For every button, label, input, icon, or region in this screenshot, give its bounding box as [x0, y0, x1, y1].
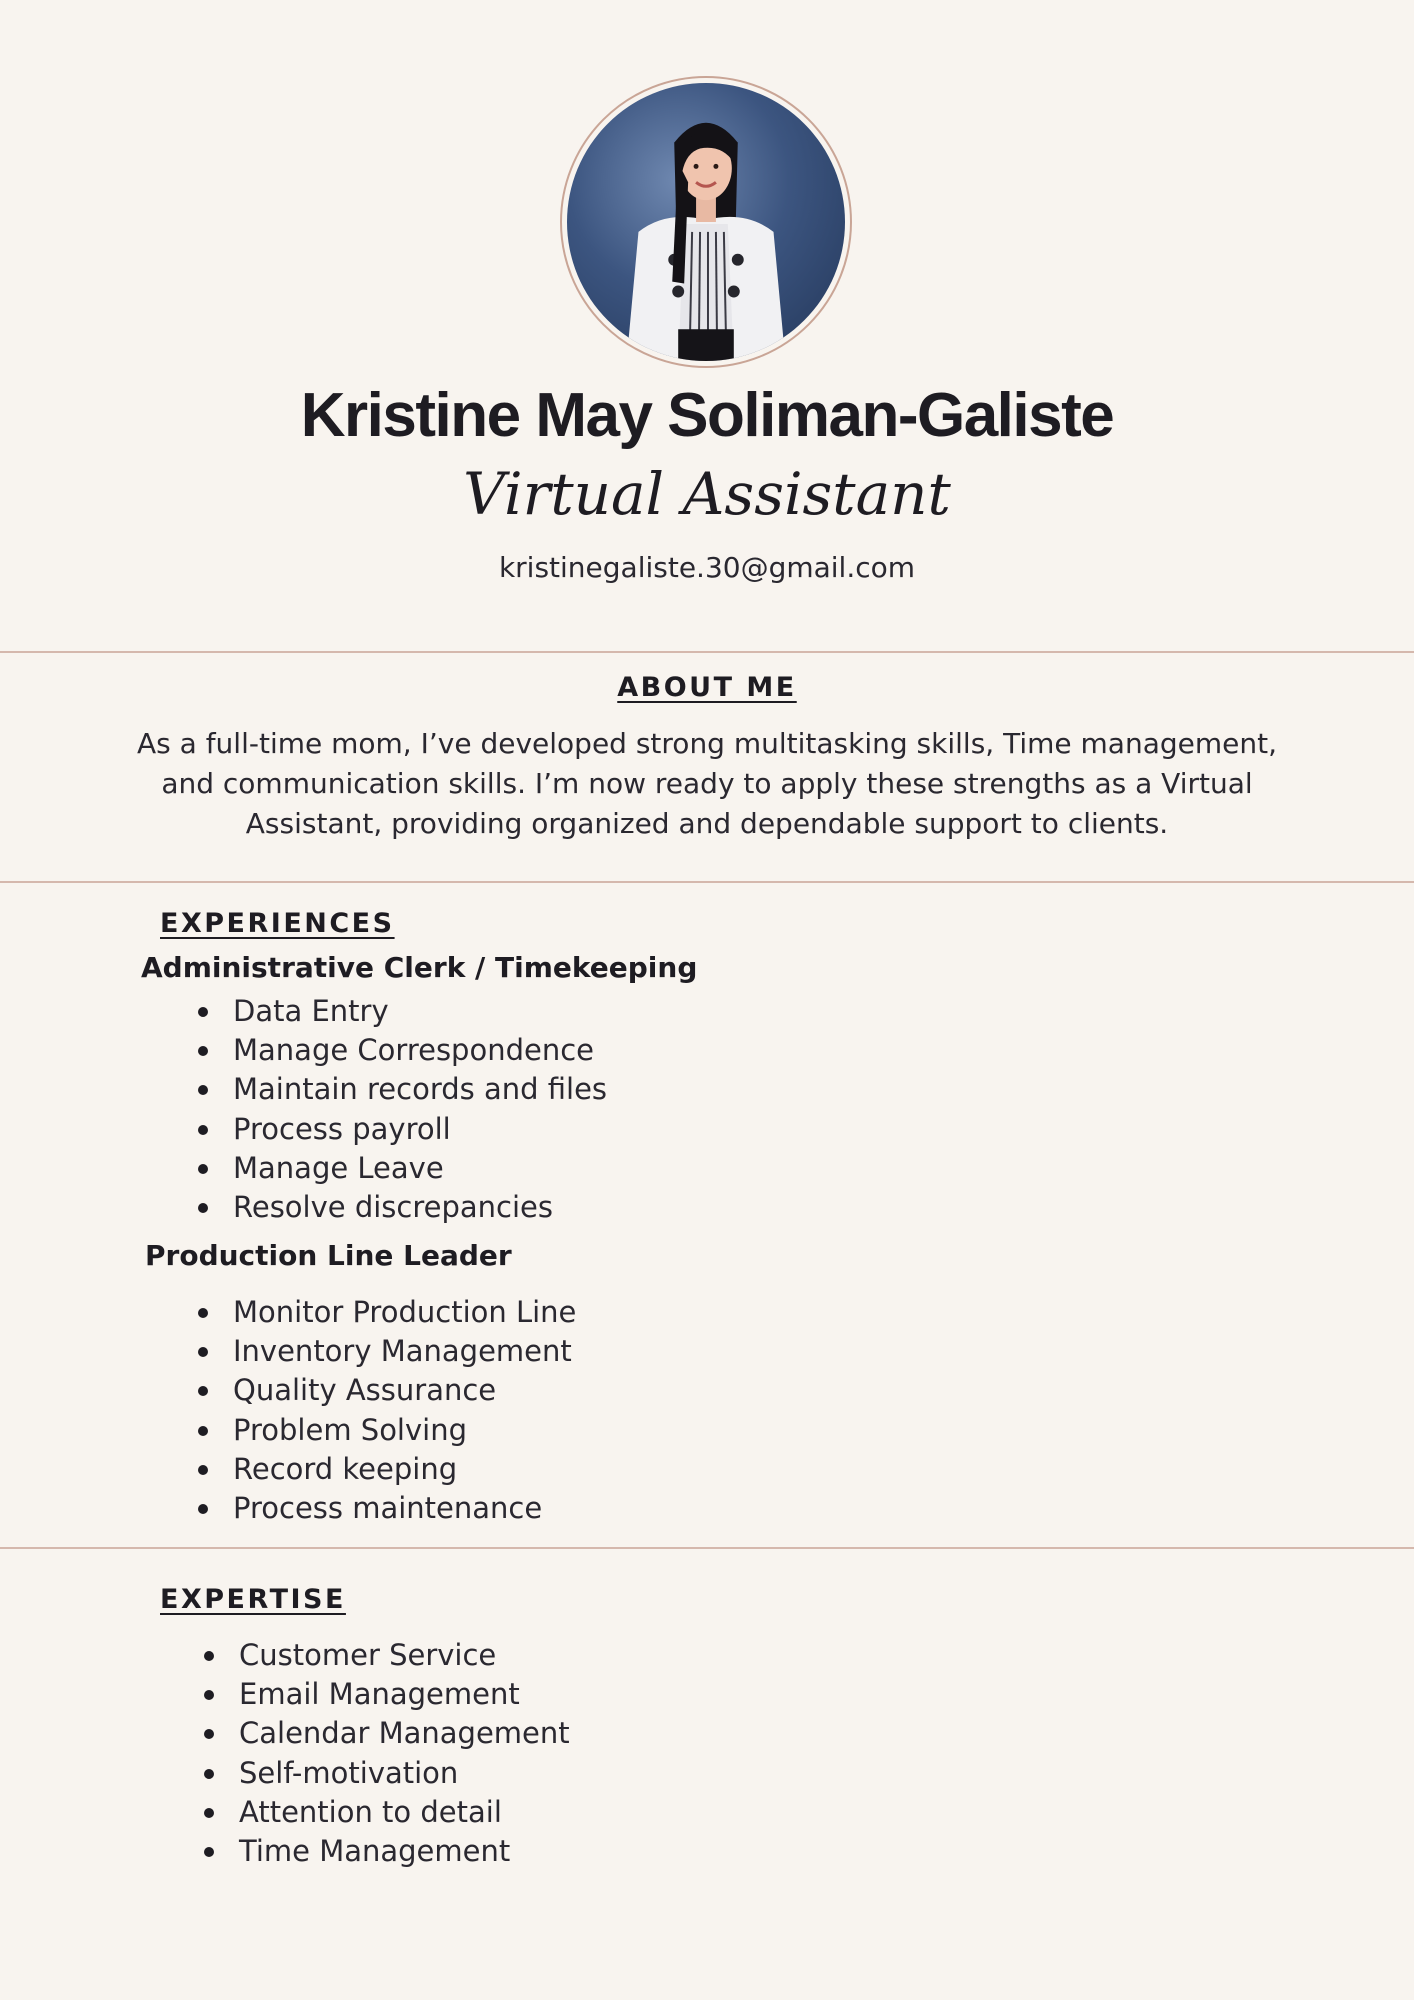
list-item: Maintain records and files — [233, 1070, 607, 1109]
list-item: Self-motivation — [239, 1754, 570, 1793]
expertise-list — [239, 1636, 570, 1871]
list-item: Time Management — [239, 1832, 570, 1871]
list-item: Quality Assurance — [233, 1371, 576, 1410]
list-item: Calendar Management — [239, 1714, 570, 1753]
list-item: Process payroll — [233, 1110, 607, 1149]
about-me-heading: ABOUT ME — [617, 672, 797, 703]
job-title-admin-clerk: Administrative Clerk / Timekeeping — [141, 951, 698, 984]
list-item: Inventory Management — [233, 1332, 576, 1371]
list-item: Customer Service — [239, 1636, 570, 1675]
list-item: Manage Leave — [233, 1149, 607, 1188]
list-item: Problem Solving — [233, 1411, 576, 1450]
list-item: Attention to detail — [239, 1793, 570, 1832]
job-role-title: Virtual Assistant — [463, 460, 951, 528]
list-item: Resolve discrepancies — [233, 1188, 607, 1227]
divider-experiences — [0, 1547, 1414, 1549]
about-line: Assistant, providing organized and dependable support to clients. — [245, 807, 1169, 840]
divider-header — [0, 651, 1414, 653]
divider-about — [0, 881, 1414, 883]
portrait-illustration — [567, 83, 845, 361]
profile-photo — [567, 83, 845, 361]
job-title-production-leader: Production Line Leader — [145, 1239, 512, 1272]
admin-clerk-duties-list — [233, 992, 607, 1227]
about-line: and communication skills. I’m now ready to apply these strengths as a Virtual — [161, 767, 1253, 800]
about-me-text — [120, 724, 1294, 844]
list-item: Record keeping — [233, 1450, 576, 1489]
expertise-heading: EXPERTISE — [160, 1584, 346, 1615]
list-item: Data Entry — [233, 992, 607, 1031]
list-item: Manage Correspondence — [233, 1031, 607, 1070]
profile-photo-frame — [560, 76, 852, 368]
contact-email: kristinegaliste.30@gmail.com — [498, 551, 916, 584]
candidate-name: Kristine May Soliman-Galiste — [300, 381, 1114, 450]
list-item: Monitor Production Line — [233, 1293, 576, 1332]
experiences-heading: EXPERIENCES — [160, 908, 395, 939]
list-item: Process maintenance — [233, 1489, 576, 1528]
about-line: As a full-time mom, I’ve developed strong multitasking skills, Time management, — [137, 727, 1277, 760]
production-leader-duties-list — [233, 1293, 576, 1528]
list-item: Email Management — [239, 1675, 570, 1714]
